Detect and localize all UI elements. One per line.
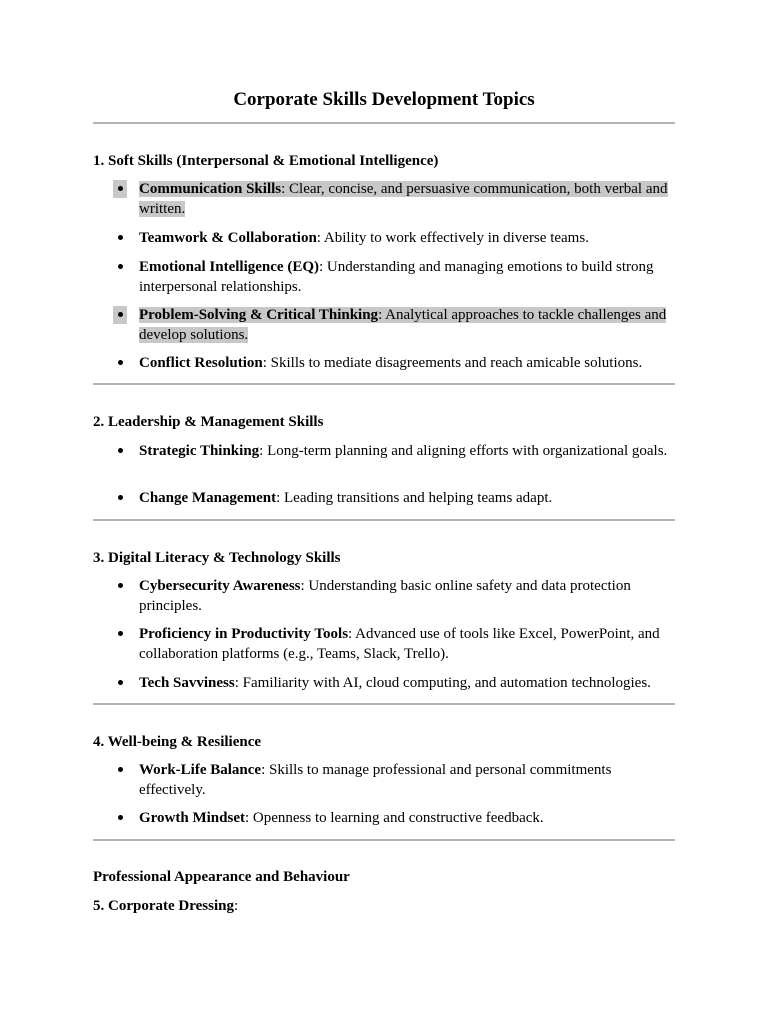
item-term: Growth Mindset	[139, 810, 245, 826]
list-item	[139, 442, 675, 462]
bullet-icon	[115, 229, 125, 249]
bullet-icon	[115, 674, 125, 694]
list-item	[139, 809, 675, 829]
bullet-icon	[113, 180, 127, 198]
list-item-text	[139, 443, 667, 459]
list-item	[139, 489, 675, 509]
list-item-text	[139, 626, 660, 662]
bullet-icon	[113, 306, 127, 324]
item-description: : Clear, concise, and persuasive communication, both verbal and written.	[139, 181, 668, 217]
item-description: : Openness to learning and constructive feedback.	[244, 810, 544, 826]
professional-appearance-heading: Professional Appearance and Behaviour	[93, 869, 350, 885]
list-item	[139, 258, 675, 297]
item-description: : Advanced use of tools like Excel, PowerPoint, and collaboration platforms (e.g., Teams, Slack, Trello).	[139, 626, 660, 662]
item-term: Proficiency in Productivity Tools	[139, 626, 349, 642]
item-term: Emotional Intelligence (EQ)	[139, 259, 319, 275]
item-term: Strategic Thinking	[139, 443, 260, 459]
list-item	[139, 761, 675, 800]
list-item-text	[139, 181, 668, 217]
list-item	[139, 354, 675, 374]
corporate-dressing-term: 5. Corporate Dressing	[93, 898, 234, 914]
section-divider	[93, 839, 675, 841]
list-item	[139, 577, 675, 616]
document-title: Corporate Skills Development Topics	[233, 89, 535, 110]
item-description: : Understanding basic online safety and data protection principles.	[139, 578, 631, 614]
list-item-text	[139, 578, 631, 614]
item-description: : Understanding and managing emotions to build strong interpersonal relationships.	[139, 259, 654, 295]
list-item	[139, 625, 675, 664]
item-term: Cybersecurity Awareness	[139, 578, 301, 594]
section-heading-digital-literacy: 3. Digital Literacy & Technology Skills	[93, 550, 341, 566]
item-description: : Ability to work effectively in diverse teams.	[316, 230, 589, 246]
section-heading-leadership: 2. Leadership & Management Skills	[93, 414, 324, 430]
item-term: Tech Savviness	[139, 675, 235, 691]
list-item	[139, 180, 675, 219]
list-item-text	[139, 675, 651, 691]
corporate-dressing-suffix: :	[233, 898, 239, 914]
list-item-text	[139, 307, 666, 343]
bullet-icon	[115, 761, 125, 781]
bullet-icon	[115, 809, 125, 829]
section-divider	[93, 519, 675, 521]
list-item-text	[139, 259, 654, 295]
title-divider	[93, 122, 675, 124]
item-description: : Long-term planning and aligning efforts with organizational goals.	[259, 443, 668, 459]
item-term: Communication Skills	[139, 181, 282, 197]
item-term: Problem-Solving & Critical Thinking	[139, 307, 379, 323]
item-term: Change Management	[139, 490, 277, 506]
item-description: : Leading transitions and helping teams adapt.	[276, 490, 553, 506]
bullet-icon	[115, 258, 125, 278]
item-description: : Familiarity with AI, cloud computing, and automation technologies.	[234, 675, 651, 691]
item-description: : Skills to mediate disagreements and reach amicable solutions.	[262, 355, 643, 371]
section-divider	[93, 703, 675, 705]
list-item-text	[139, 230, 589, 246]
bullet-icon	[115, 442, 125, 462]
section-heading-well-being: 4. Well-being & Resilience	[93, 734, 262, 750]
item-description: : Skills to manage professional and personal commitments effectively.	[139, 762, 612, 798]
bullet-icon	[115, 625, 125, 645]
list-item-text	[139, 355, 642, 371]
section-heading-soft-skills: 1. Soft Skills (Interpersonal & Emotional Intelligence)	[93, 153, 439, 169]
list-item-text	[139, 762, 611, 798]
item-term: Work-Life Balance	[139, 762, 262, 778]
list-item	[139, 229, 675, 249]
item-description: : Analytical approaches to tackle challenges and develop solutions.	[139, 307, 667, 343]
bullet-icon	[115, 489, 125, 509]
item-term: Teamwork & Collaboration	[139, 230, 317, 246]
item-term: Conflict Resolution	[139, 355, 263, 371]
list-item-text	[139, 810, 544, 826]
bullet-icon	[115, 354, 125, 374]
list-item-text	[139, 490, 552, 506]
bullet-icon	[115, 577, 125, 597]
section-divider	[93, 383, 675, 385]
list-item	[139, 306, 675, 345]
list-item	[139, 674, 675, 694]
corporate-dressing-heading	[93, 896, 238, 916]
